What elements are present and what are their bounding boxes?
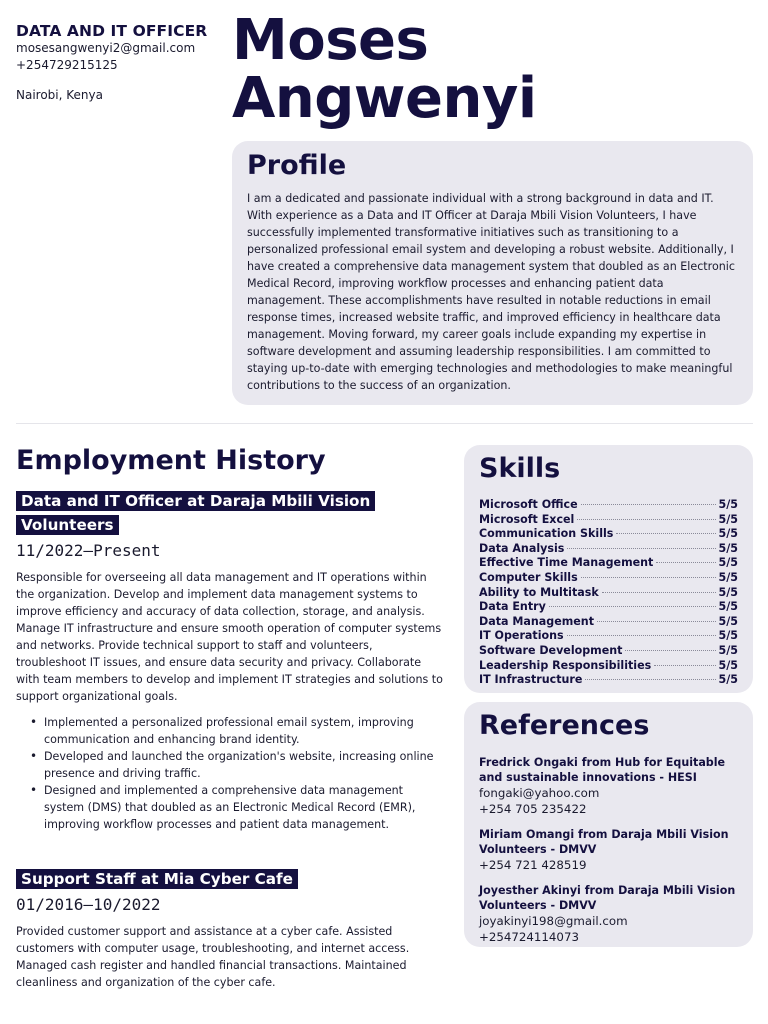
skill-level: 5/5: [718, 512, 738, 526]
skill-level: 5/5: [718, 570, 738, 584]
contact-block: [16, 22, 226, 102]
skill-leader-dots: [585, 679, 715, 680]
list-item: • Developed and launched the organization's website, increasing online presence and driving traffic.: [30, 748, 446, 782]
references-section: [464, 702, 753, 947]
skill-level: 5/5: [718, 541, 738, 555]
job-title: Support Staff at Mia Cyber Cafe: [16, 869, 298, 889]
skill-level: 5/5: [718, 629, 738, 643]
skill-leader-dots: [581, 504, 716, 505]
skill-row: [479, 629, 738, 644]
skill-name: Computer Skills: [479, 570, 578, 584]
skills-list: [479, 498, 738, 688]
skill-name: Leadership Responsibilities: [479, 658, 652, 672]
skill-leader-dots: [567, 635, 716, 636]
skill-leader-dots: [567, 548, 715, 549]
skill-leader-dots: [656, 562, 715, 563]
reference-phone: +254 705 235422: [479, 802, 587, 816]
skill-level: 5/5: [718, 600, 738, 614]
reference-phone: +254724114073: [479, 930, 579, 944]
job-title-wrap: [16, 489, 376, 537]
section-divider: [16, 423, 753, 424]
skill-name: Microsoft Excel: [479, 512, 575, 526]
skill-row: [479, 527, 738, 542]
job-description: Responsible for overseeing all data management and IT operations within the organization. Develop and implement data management systems to improve efficiency and accuracy of data collection, storage, and analysis. Manage IT infrastructure and ensure smooth operation of computer systems and networks. Provide technical support to staff and volunteers, troubleshoot IT issues, and ensure data security and privacy. Collaborate with team members to develop and implement IT strategies and solutions to support organizational goals.: [16, 571, 443, 703]
job-dates: 11/2022—Present: [16, 541, 161, 560]
skill-name: Data Entry: [479, 600, 546, 614]
skill-level: 5/5: [718, 498, 738, 511]
reference-entry: [479, 755, 738, 817]
reference-name: Fredrick Ongaki from Hub for Equitable and sustainable innovations - HESI: [479, 756, 726, 784]
skill-row: [479, 571, 738, 586]
skill-level: 5/5: [718, 673, 738, 687]
skill-leader-dots: [602, 592, 716, 593]
skill-row: [479, 673, 738, 688]
reference-email: joyakinyi198@gmail.com: [479, 914, 628, 928]
email-text: mosesangwenyi2@gmail.com: [16, 41, 196, 55]
skill-name: Effective Time Management: [479, 556, 654, 570]
skill-level: 5/5: [718, 585, 738, 599]
skill-row: [479, 644, 738, 659]
job-role: DATA AND IT OFFICER: [16, 22, 208, 40]
skill-leader-dots: [625, 650, 715, 651]
location-text: Nairobi, Kenya: [16, 88, 103, 102]
skill-leader-dots: [581, 577, 716, 578]
employment-section: [16, 443, 446, 991]
skill-name: Communication Skills: [479, 527, 614, 541]
skill-level: 5/5: [718, 614, 738, 628]
last-name: Angwenyi: [232, 66, 537, 131]
skill-name: Ability to Multitask: [479, 585, 599, 599]
skill-row: [479, 498, 738, 513]
reference-name: Joyesther Akinyi from Daraja Mbili Vision Volunteers - DMVV: [479, 884, 736, 912]
skill-name: Microsoft Office: [479, 498, 578, 511]
profile-text: I am a dedicated and passionate individual with a strong background in data and IT. With experience as a Data and IT Officer at Daraja Mbili Vision Volunteers, I have successfully implemented transformative initiatives such as transitioning to a personalized professional email system and developing a robust website. Additionally, I have created a comprehensive data management system that doubled as an Electronic Medical Record, improving workflow processes and enhancing patient data management. These accomplishments have resulted in notable reductions in email response times, increased website traffic, and improved efficiency in healthcare data management. Moving forward, my career goals include expanding my expertise in software development and assuming leadership responsibilities. I am committed to staying up-to-date with emerging technologies and methodologies to make meaningful contributions to the success of an organization.: [247, 192, 735, 392]
job-dates: 01/2016—10/2022: [16, 895, 161, 914]
reference-email: fongaki@yahoo.com: [479, 786, 600, 800]
skill-row: [479, 542, 738, 557]
skill-level: 5/5: [718, 643, 738, 657]
skill-row: [479, 600, 738, 615]
skill-level: 5/5: [718, 556, 738, 570]
phone-text: +254729215125: [16, 58, 118, 72]
reference-phone: +254 721 428519: [479, 858, 587, 872]
list-item: • Designed and implemented a comprehensive data management system (DMS) that doubled as an Electronic Medical Record (EMR), improving workflow processes and patient data management.: [30, 782, 446, 833]
skill-row: [479, 513, 738, 528]
skill-leader-dots: [577, 519, 715, 520]
employment-heading: Employment History: [16, 445, 326, 476]
skill-row: [479, 615, 738, 630]
job-title-wrap: [16, 867, 376, 891]
skill-level: 5/5: [718, 527, 738, 541]
skill-leader-dots: [549, 606, 716, 607]
skill-level: 5/5: [718, 658, 738, 672]
skill-name: Software Development: [479, 643, 623, 657]
skill-leader-dots: [616, 533, 715, 534]
profile-section: [232, 141, 753, 405]
job-title: Data and IT Officer at Daraja Mbili Vision Volunteers: [16, 491, 375, 535]
job-description: Provided customer support and assistance at a cyber cafe. Assisted customers with computer usage, troubleshooting, and internet access. Managed cash register and handled financial transactions. Maintained cleanliness and organization of the cyber cafe.: [16, 925, 410, 989]
profile-heading: Profile: [247, 150, 347, 181]
references-heading: References: [479, 710, 650, 741]
skills-section: [464, 445, 753, 693]
skill-name: Data Management: [479, 614, 595, 628]
reference-name: Miriam Omangi from Daraja Mbili Vision Volunteers - DMVV: [479, 828, 729, 856]
full-name: [232, 8, 752, 131]
skill-leader-dots: [597, 621, 715, 622]
skills-heading: Skills: [479, 453, 561, 484]
first-name: Moses: [232, 8, 429, 73]
skill-name: Data Analysis: [479, 541, 565, 555]
job-bullets: [16, 714, 446, 833]
job-entry: [16, 489, 446, 833]
skill-leader-dots: [654, 665, 715, 666]
job-entry: [16, 867, 446, 991]
reference-entry: [479, 883, 738, 945]
skill-name: IT Infrastructure: [479, 673, 583, 687]
skill-row: [479, 586, 738, 601]
skill-row: [479, 659, 738, 674]
skill-row: [479, 556, 738, 571]
list-item: • Implemented a personalized professional email system, improving communication and enhancing brand identity.: [30, 714, 446, 748]
skill-name: IT Operations: [479, 629, 564, 643]
reference-entry: [479, 827, 738, 873]
